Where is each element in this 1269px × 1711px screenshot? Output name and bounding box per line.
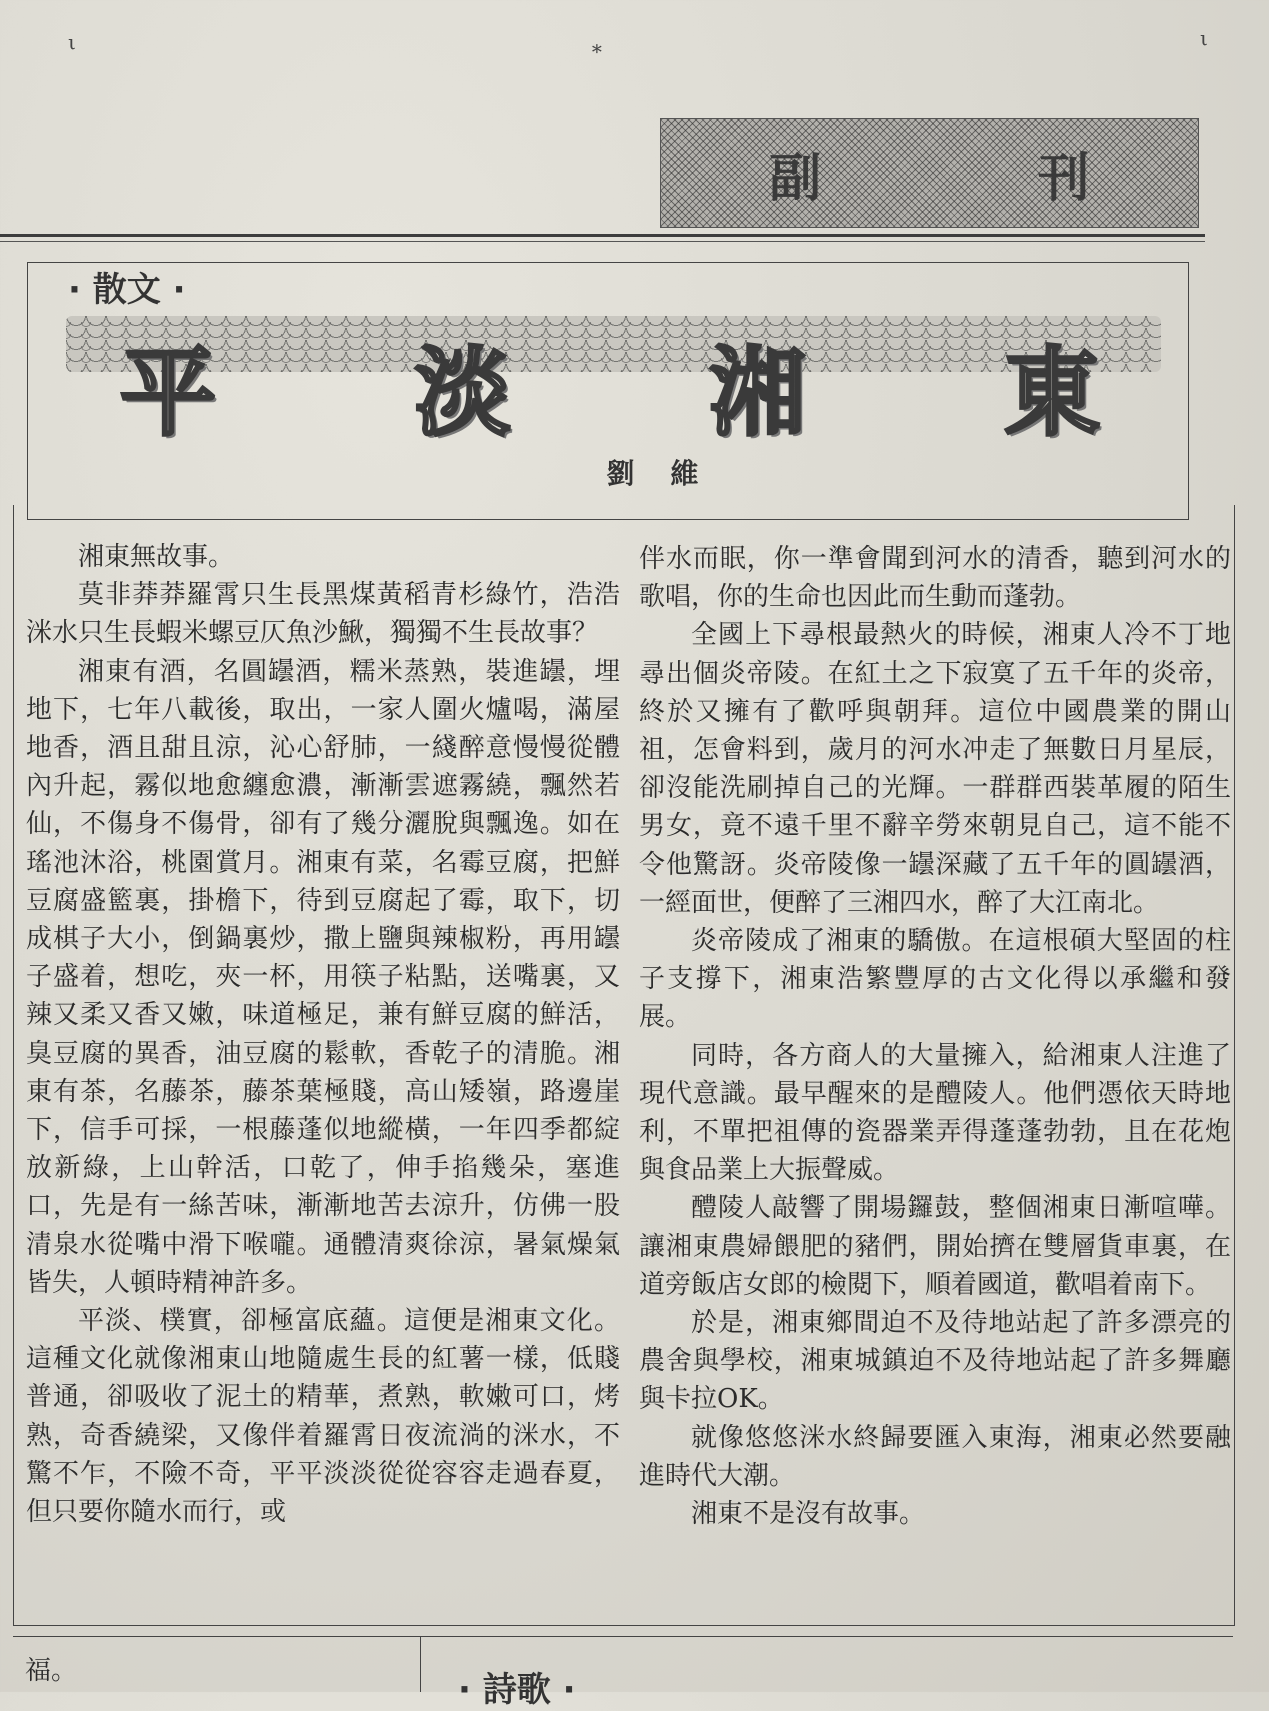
- paragraph: 炎帝陵成了湘東的驕傲。在這根碩大堅固的柱子支撐下，湘東浩繁豐厚的古文化得以承繼和發展。: [639, 926, 1231, 1033]
- genre-label: · 散文 ·: [68, 270, 186, 310]
- section-title-char: 副: [769, 148, 822, 209]
- header-rule-thin: [0, 241, 1205, 242]
- title-char: 東: [1003, 336, 1100, 449]
- paragraph-continuation: 伴水而眠，你一準會聞到河水的清香，聽到河水的歌唱，你的生命也因此而生動而蓬勃。: [639, 544, 1231, 613]
- paragraph: 就像悠悠洣水終歸要匯入東海，湘東必然要融進時代大潮。: [639, 1422, 1231, 1491]
- article-column-left: [26, 538, 620, 1531]
- print-mark: ι: [68, 30, 76, 54]
- title-char: 湘: [709, 336, 806, 449]
- article-title: [120, 330, 1100, 449]
- title-char: 淡: [414, 336, 511, 449]
- author-name: 劉維: [606, 457, 735, 490]
- print-mark: ι: [1200, 26, 1208, 50]
- paragraph: 醴陵人敲響了開場鑼鼓，整個湘東日漸喧嘩。讓湘東農婦餵肥的豬們，開始擠在雙層貨車裏，在道旁飯店女郎的檢閱下，順着國道，歡唱着南下。: [639, 1193, 1231, 1300]
- article-column-right: [639, 540, 1231, 1533]
- header-rule: [0, 234, 1205, 237]
- paragraph: 同時，各方商人的大量擁入，給湘東人注進了現代意識。最早醒來的是醴陵人。他們憑依天時地利，不單把祖傳的瓷器業弄得蓬蓬勃勃，且在花炮與食品業上大振聲威。: [639, 1040, 1231, 1186]
- next-genre-label: · 詩歌 ·: [458, 1670, 576, 1710]
- paragraph: 莫非莽莽羅霄只生長黑煤黃稻青杉綠竹，浩浩洣水只生長蝦米螺豆仄魚沙鰍，獨獨不生長故事？: [26, 580, 620, 649]
- bottom-rule: [13, 1636, 1233, 1637]
- paragraph: 湘東有酒，名圓罎酒，糯米蒸熟，裝進罎，埋地下，七年八載後，取出，一家人圍火爐喝，滿屋地香，酒且甜且涼，沁心舒肺，一綫醉意慢慢從體內升起，霧似地愈纏愈濃，漸漸雲遮霧繞，飄然若仙，不傷身不傷骨，卻有了幾分灑脫與飄逸。如在瑤池沐浴，桃園賞月。湘東有菜，名霉豆腐，把鮮豆腐盛籃裏，掛檐下，待到豆腐起了霉，取下，切成棋子大小，倒鍋裏炒，撒上鹽與辣椒粉，再用罎子盛着，想吃，夾一杯，用筷子粘點，送嘴裏，又辣又柔又香又嫩，味道極足，兼有鮮豆腐的鮮活，臭豆腐的異香，油豆腐的鬆軟，香乾子的清脆。湘東有茶，名藤茶，藤茶葉極賤，高山矮嶺，路邊崖下，信手可採，一根藤蓬似地縱橫，一年四季都綻放新綠，上山幹活，口乾了，伸手掐幾朵，塞進口，先是有一絲苦味，漸漸地苦去涼升，仿佛一股清泉水從嘴中滑下喉嚨。通體清爽徐涼，暑氣燥氣皆失，人頓時精神許多。: [26, 656, 620, 1298]
- section-title-char: 刊: [1037, 148, 1090, 209]
- title-char: 平: [120, 336, 216, 449]
- previous-article-fragment: 福。: [25, 1656, 78, 1686]
- paragraph: 全國上下尋根最熱火的時候，湘東人冷不丁地尋出個炎帝陵。在紅土之下寂寞了五千年的炎帝，終於又擁有了歡呼與朝拜。這位中國農業的開山祖，怎會料到，歲月的河水冲走了無數日月星辰，卻沒能洗刷掉自己的光輝。一群群西裝革履的陌生男女，竟不遠千里不辭辛勞來朝見自己，這不能不令他驚訝。炎帝陵像一罎深藏了五千年的圓罎酒，一經面世，便醉了三湘四水，醉了大江南北。: [639, 620, 1231, 918]
- paragraph: 平淡、樸實，卻極富底蘊。這便是湘東文化。這種文化就像湘東山地隨處生長的紅薯一樣，低賤普通，卻吸收了泥土的精華，煮熟，軟嫩可口，烤熟，奇香繞梁，又像伴着羅霄日夜流淌的洣水，不驚不乍，不險不奇，平平淡淡從從容容走過春夏，但只要你隨水而行，或: [26, 1306, 620, 1528]
- print-mark: ∗: [590, 36, 604, 60]
- paragraph: 於是，湘東鄉間迫不及待地站起了許多漂亮的農舍與學校，湘東城鎮迫不及待地站起了許多舞廳與卡拉OK。: [639, 1308, 1231, 1415]
- section-banner: [660, 118, 1199, 228]
- bottom-column-divider: [420, 1636, 421, 1692]
- paragraph: 湘東不是沒有故事。: [691, 1499, 926, 1530]
- paragraph: 湘東無故事。: [78, 542, 235, 572]
